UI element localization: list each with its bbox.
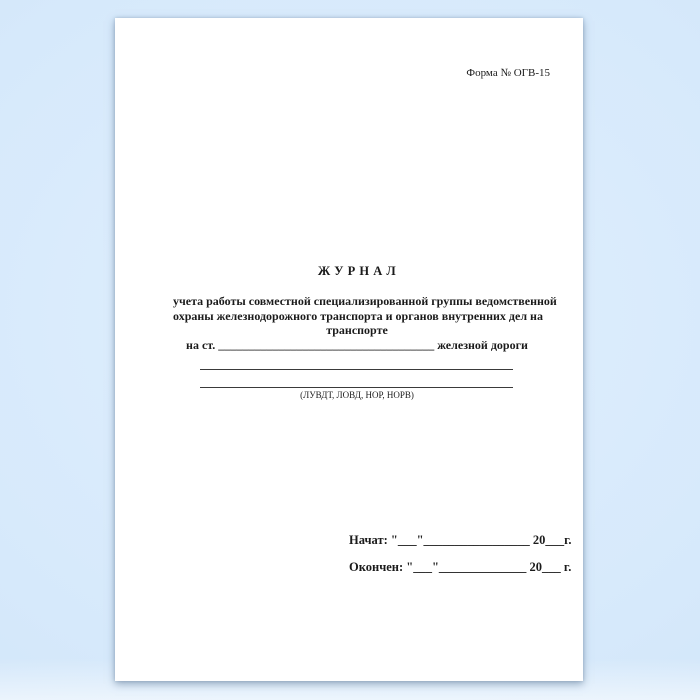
finished-date-line: Окончен: "___"______________ 20___ г. [349,560,572,574]
form-number: Форма № ОГВ-15 [466,67,550,79]
fill-in-line-2 [200,387,513,388]
document-page [115,18,583,681]
abbreviation-caption: (ЛУВДТ, ЛОВД, НОР, НОРВ) [300,390,414,400]
subtitle-line-2: охраны железнодорожного транспорта и органов внутренних дел на [173,308,543,323]
subtitle-line-3: транспорте [326,323,388,337]
subtitle-line-1: учета работы совместной специализированной группы ведомственной [173,294,557,308]
station-line: на ст. ____________________________________ железной дороги [186,337,528,352]
fill-in-line-1 [200,369,513,370]
started-date-line: Начат: "___"_________________ 20___г. [349,533,572,547]
doc-subtitle [173,294,557,352]
doc-title: Ж У Р Н А Л [317,264,397,278]
